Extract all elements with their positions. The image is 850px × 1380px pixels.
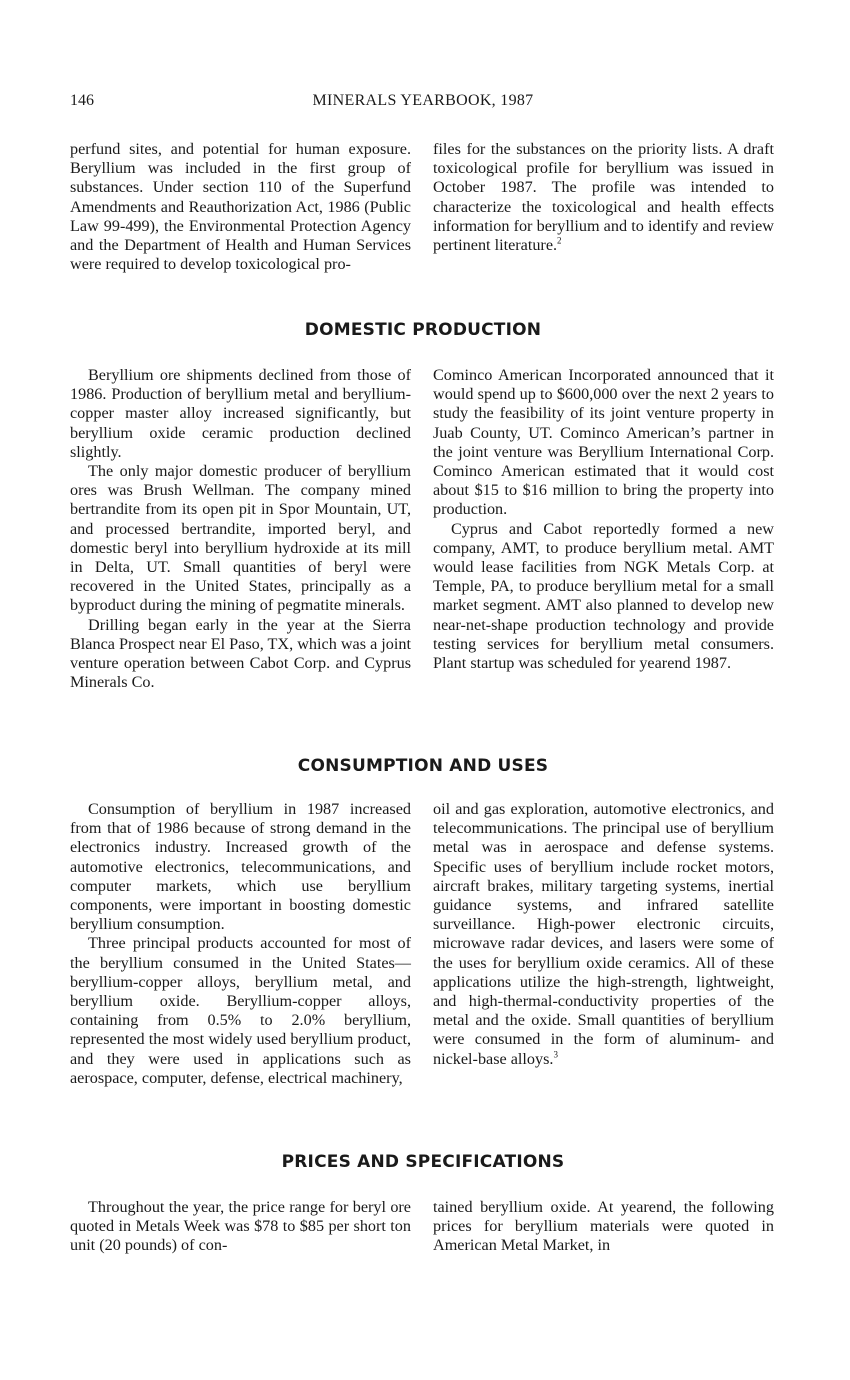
paragraph: Beryllium ore shipments declined from those of 1986. Production of beryllium metal and beryllium-copper master alloy increased significantly, but beryllium oxide ceramic production declined slightly. (70, 366, 411, 461)
consumption-right-column (433, 800, 774, 1069)
paragraph: Consumption of beryllium in 1987 increased from that of 1986 because of strong demand in the electronics industry. Increased growth of the automotive electronics, telecommunications, and computer markets, which use beryllium components, were important in boosting domestic beryllium consumption. (70, 800, 411, 934)
paragraph: oil and gas exploration, automotive electronics, and telecommunications. The principal use of beryllium metal was in aerospace and defense systems. Specific uses of beryllium include rocket motors, aircraft brakes, military targeting systems, inertial guidance systems, and infrared satellite surveillance. High-power electronic circuits, microwave radar devices, and lasers were some of the uses for beryllium oxide ceramics. All of these applications utilize the high-strength, lightweight, and high-thermal-conductivity properties of the metal and the oxide. Small quantities of beryllium were consumed in the form of aluminum- and nickel-base alloys.$^3$ (433, 800, 774, 1068)
section-heading-domestic-production: DOMESTIC PRODUCTION (304, 320, 542, 340)
prices-left-column (70, 1198, 411, 1256)
domestic-production-left-column (70, 366, 411, 692)
page-header (70, 92, 776, 114)
paragraph: Throughout the year, the price range for beryl ore quoted in Metals Week was $78 to $85 per short ton unit (20 pounds) of con- (70, 1198, 411, 1255)
paragraph: Cyprus and Cabot reportedly formed a new company, AMT, to produce beryllium metal. AMT would lease facilities from NGK Metals Corp. at Temple, PA, to produce beryllium metal for a small market segment. AMT also planned to develop new near-net-shape production technology and provide testing services for beryllium metal consumers. Plant startup was scheduled for yearend 1987. (433, 519, 774, 673)
consumption-left-column (70, 800, 411, 1088)
paragraph: Three principal products accounted for most of the beryllium consumed in the United States—beryllium-copper alloys, beryllium metal, and beryllium oxide. Beryllium-copper alloys, containing from 0.5% to 2.0% beryllium, represented the most widely used beryllium product, and they were used in applications such as aerospace, computer, defense, electrical machinery, (70, 934, 411, 1087)
footnote-marker: 2 (557, 235, 562, 246)
intro-left-column (70, 140, 411, 274)
paragraph: The only major domestic producer of beryllium ores was Brush Wellman. The company mined bertrandite from its open pit in Spor Mountain, UT, and processed bertrandite, imported beryl, and domestic beryl into beryllium hydroxide at its mill in Delta, UT. Small quantities of beryl were recovered in the United States, principally as a byproduct during the mining of pegmatite minerals. (70, 462, 411, 615)
paragraph: files for the substances on the priority lists. A draft toxicological profile for beryllium was issued in October 1987. The profile was intended to characterize the toxicological and health effects information for beryllium and to identify and review pertinent literature.$^2$ (433, 140, 774, 255)
section-heading-consumption-and-uses: CONSUMPTION AND USES (297, 756, 549, 776)
paragraph: Cominco American Incorporated announced that it would spend up to $600,000 over the next 2 years to study the feasibility of its joint venture property in Juab County, UT. Cominco American’s partner in the joint venture was Beryllium International Corp. Cominco American estimated that it would cost about $15 to $16 million to bring the property into production. (433, 366, 774, 519)
section-heading-prices-and-specifications: PRICES AND SPECIFICATIONS (281, 1152, 565, 1172)
running-title: MINERALS YEARBOOK, 1987 (312, 92, 534, 109)
intro-right-column (433, 140, 774, 255)
domestic-production-right-column (433, 366, 774, 673)
footnote-marker: 3 (553, 1049, 558, 1060)
paragraph: Drilling began early in the year at the Sierra Blanca Prospect near El Paso, TX, which was a joint venture operation between Cabot Corp. and Cyprus Minerals Co. (70, 615, 411, 692)
prices-right-column (433, 1198, 774, 1256)
page-number: 146 (70, 92, 94, 109)
paragraph: perfund sites, and potential for human exposure. Beryllium was included in the first group of substances. Under section 110 of the Superfund Amendments and Reauthorization Act, 1986 (Public Law 99-499), the Environmental Protection Agency and the Department of Health and Human Services were required to develop toxicological pro- (70, 140, 411, 274)
paragraph: tained beryllium oxide. At yearend, the following prices for beryllium materials were quoted in American Metal Market, in (433, 1198, 774, 1255)
